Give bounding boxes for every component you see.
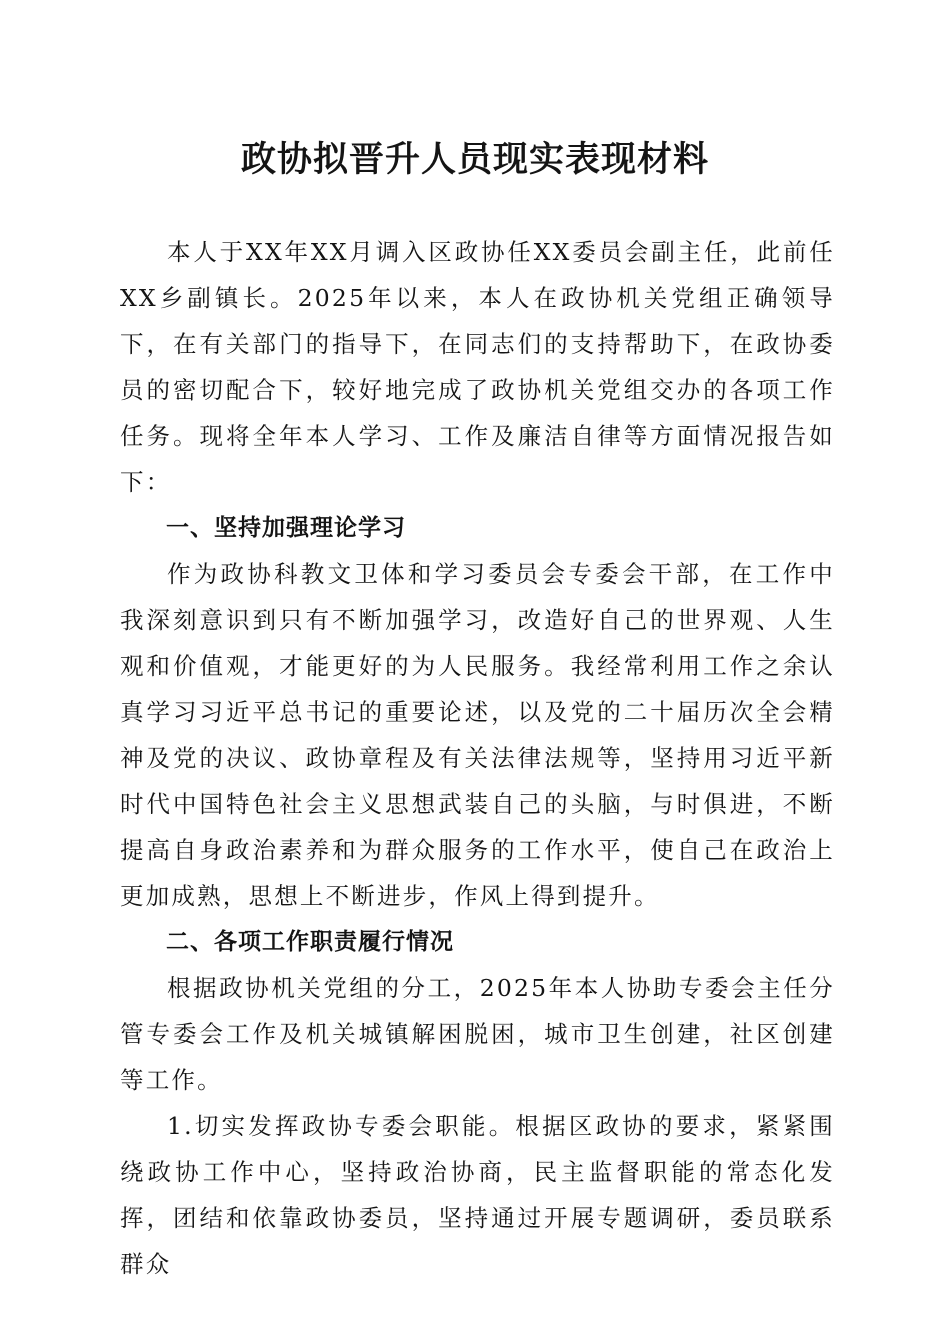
section-study-paragraph: 作为政协科教文卫体和学习委员会专委会干部，在工作中我深刻意识到只有不断加强学习，改造好自己的世界观、人生观和价值观，才能更好的为人民服务。我经常利用工作之余认真学习习近平总书记的重要论述，以及党的二十届历次全会精神及党的决议、政协章程及有关法律法规等，坚持用习近平新时代中国特色社会主义思想武装自己的头脑，与时俱进，不断提高自身政治素养和为群众服务的工作水平，使自己在政治上更加成熟，思想上不断进步，作风上得到提升。 (120, 560, 835, 910)
section-duties-item-1: 1.切实发挥政协专委会职能。根据区政协的要求，紧紧围绕政协工作中心，坚持政治协商，民主监督职能的常态化发挥，团结和依靠政协委员，坚持通过开展专题调研，委员联系群众 (120, 1112, 835, 1278)
intro-paragraph: 本人于XX年XX月调入区政协任XX委员会副主任，此前任XX乡副镇长。2025年以来，本人在政协机关党组正确领导下，在有关部门的指导下，在同志们的支持帮助下，在政协委员的密切配合下，较好地完成了政协机关党组交办的各项工作任务。现将全年本人学习、工作及廉洁自律等方面情况报告如下： (120, 238, 835, 496)
page-title: 政协拟晋升人员现实表现材料 (240, 139, 709, 180)
section-heading-duties: 二、各项工作职责履行情况 (166, 929, 454, 955)
section-heading-study: 一、坚持加强理论学习 (166, 515, 406, 541)
document-body (120, 229, 835, 1287)
section-duties-paragraph: 根据政协机关党组的分工，2025年本人协助专委会主任分管专委会工作及机关城镇解困脱困，城市卫生创建，社区创建等工作。 (120, 974, 835, 1094)
